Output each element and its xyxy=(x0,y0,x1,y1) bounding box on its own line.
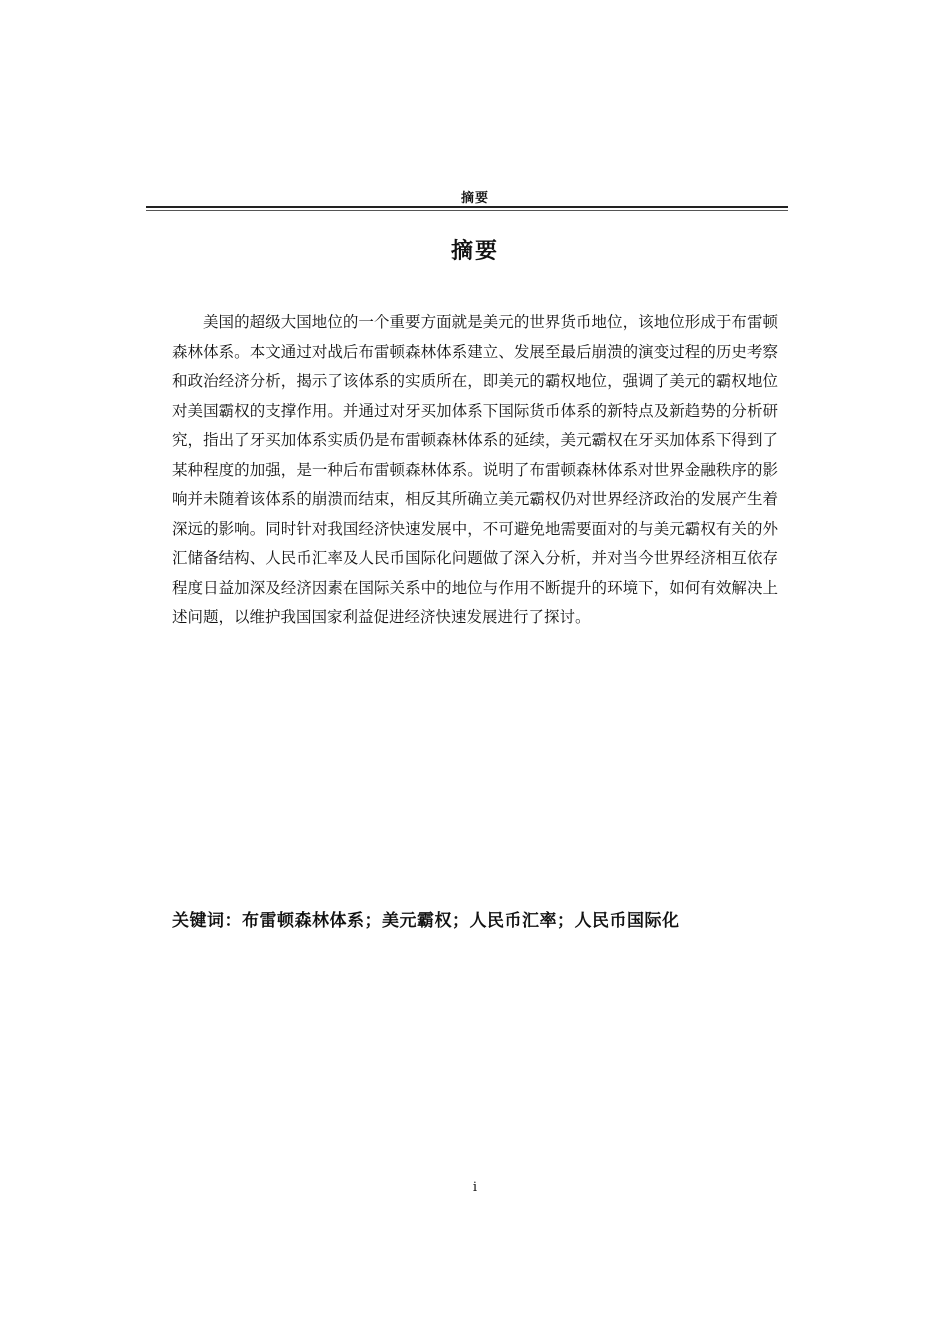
keywords-line: 关键词：布雷顿森林体系；美元霸权；人民币汇率；人民币国际化 xyxy=(172,911,680,931)
page-number: i xyxy=(472,1180,478,1195)
header-rule xyxy=(146,206,788,208)
header-rule-thin xyxy=(146,210,788,211)
running-header: 摘要 xyxy=(460,191,489,206)
abstract-paragraph: 美国的超级大国地位的一个重要方面就是美元的世界货币地位，该地位形成于布雷顿森林体系。本文通过对战后布雷顿森林体系建立、发展至最后崩溃的演变过程的历史考察和政治经济分析，揭示了该体系的实质所在，即美元的霸权地位，强调了美元的霸权地位对美国霸权的支撑作用。并通过对牙买加体系下国际货币体系的新特点及新趋势的分析研究，指出了牙买加体系实质仍是布雷顿森林体系的延续，美元霸权在牙买加体系下得到了某种程度的加强，是一种后布雷顿森林体系。说明了布雷顿森林体系对世界金融秩序的影响并未随着该体系的崩溃而结束，相反其所确立美元霸权仍对世界经济政治的发展产生着深远的影响。同时针对我国经济快速发展中，不可避免地需要面对的与美元霸权有关的外汇储备结构、人民币汇率及人民币国际化问题做了深入分析，并对当今世界经济相互依存程度日益加深及经济因素在国际关系中的地位与作用不断提升的环境下，如何有效解决上述问题，以维护我国国家利益促进经济快速发展进行了探讨。 xyxy=(172,313,778,626)
page-title: 摘要 xyxy=(450,239,499,264)
